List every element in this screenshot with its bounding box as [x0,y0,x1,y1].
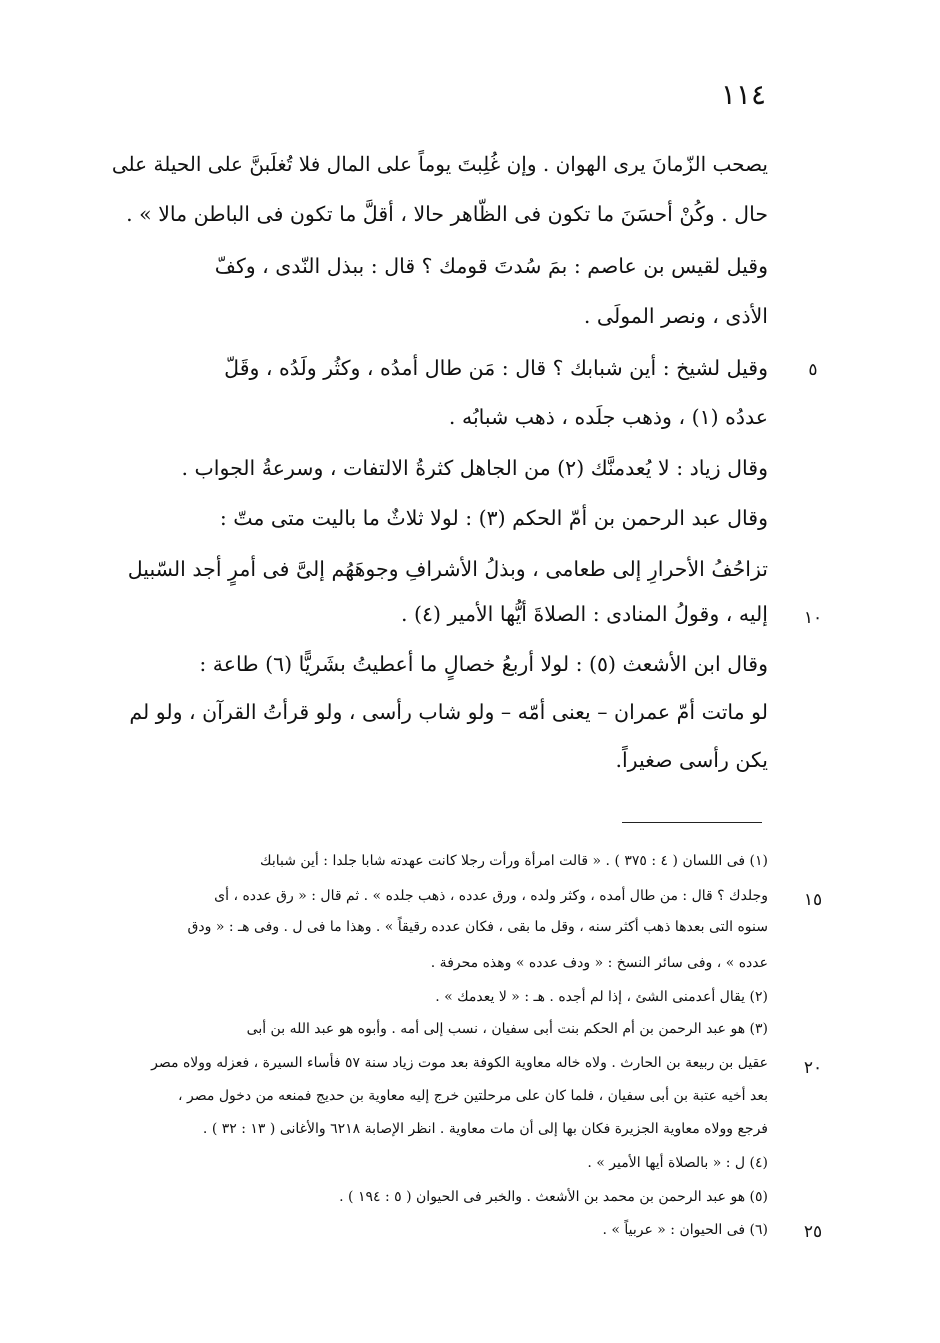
footnote-line: (٤) ل : « بالصلاة أيها الأمير » . [587,1155,768,1171]
footnote-line: عقيل بن ربيعة بن الحارث . ولاه خاله معاوية الكوفة بعد موت زياد سنة ٥٧ فأساء السيرة ، فعزله وولاه مصر [151,1055,768,1071]
footnote-line: وجلدك ؟ قال : من طال أمده ، وكثر ولده ، ورق عدده ، ذهب جلده » . ثم قال : « رق عدده ، أى [214,888,768,904]
body-line: وقيل لشيخ : أين شبابك ؟ قال : مَن طال أمدُه ، وكثُر ولَدُه ، وقَلّ [224,356,768,380]
line-number-marker: ٢٠ [803,1058,823,1078]
body-line: وقال زياد : لا يُعدمنَّك (٢) من الجاهل كثرةُ الالتفات ، وسرعةُ الجواب . [181,456,768,480]
line-number-marker: ٢٥ [803,1222,823,1242]
body-line: حال . وكُنْ أحسَنَ ما تكون فى الظّاهر حالا ، أقلَّ ما تكون فى الباطن مالا » . [126,202,768,226]
footnote-line: (٥) هو عبد الرحمن بن محمد بن الأشعث . والخبر فى الحيوان ( ٥ : ١٩٤ ) . [339,1189,768,1205]
footnote-line: فرجع وولاه معاوية الجزيرة فكان بها إلى أن مات معاوية . انظر الإصابة ٦٢١٨ والأغانى ( ١٣ : ٣٢ ) . [202,1121,768,1137]
body-line: يكن رأسى صغيراً. [615,748,768,772]
body-line: يصحب الزّمانَ يرى الهوان . وإن غُلِبتَ يوماً على المال فلا تُغلَبنَّ على الحيلة على [111,152,768,176]
page-number: ١١٤ [720,78,766,111]
footnote-line: بعد أخيه عتبة بن أبى سفيان ، فلما كان على مرحلتين خرج إليه معاوية بن حديج فمنعه من دخول مصر ، [178,1088,768,1104]
body-line: وقال ابن الأشعث (٥) : لولا أربعُ خصالٍ ما أعطيتُ بشَريًّا (٦) طاعة : [199,652,768,676]
body-line: وقيل لقيس بن عاصم : بمَ سُدتَ قومك ؟ قال : ببذل النّدى ، وكفّ [214,254,768,278]
body-line: إليه ، وقولُ المنادى : الصلاةَ أيُّها الأمير (٤) . [400,602,768,626]
line-number-marker: ١٠ [803,608,823,628]
body-line: لو ماتت أمّ عمران – يعنى أمّه – ولو شاب رأسى ، ولو قرأتُ القرآن ، ولو لم [129,700,768,724]
footnote-line: (٦) فى الحيوان : « عربياً » . [602,1222,768,1238]
footnote-line: (١) فى اللسان ( ٤ : ٣٧٥ ) . « قالت امرأة ورأت رجلا كانت عهدته شابا جلدا : أين شبابك [260,853,768,869]
body-line: تزاحُفُ الأحرارِ إلى طعامى ، وبذلُ الأشرافِ وجوهَهُم إلىَّ فى أمرٍ أجد السّبيل [127,557,768,581]
body-line: وقال عبد الرحمن بن أمّ الحكم (٣) : لولا ثلاثٌ ما باليت متى متّ : [219,506,768,530]
footnote-line: (٣) هو عبد الرحمن بن أم الحكم بنت أبى سفيان ، نسب إلى أمه . وأبوه هو عبد الله بن أبى [246,1021,768,1037]
footnote-line: سنوه التى بعدها ذهب أكثر سنه ، وقل ما بقى ، فكان عدده رقيقاً » . وهذا ما فى ل . وفى هـ : « ودق [187,919,768,935]
line-number-marker: ١٥ [803,890,823,910]
line-number-marker: ٥ [808,360,818,380]
body-line: الأذى ، ونصر المولَى . [583,304,768,328]
footnote-separator [622,822,762,823]
body-line: عددُه (١) ، وذهب جلَده ، ذهب شبابُه . [448,405,768,429]
footnote-line: عدده » ، وفى سائر النسخ : « ودف عدده » وهذه محرفة . [430,955,768,971]
footnote-line: (٢) يقال أعدمنى الشئ ، إذا لم أجده . هـ : « لا يعدمك » . [435,989,768,1005]
